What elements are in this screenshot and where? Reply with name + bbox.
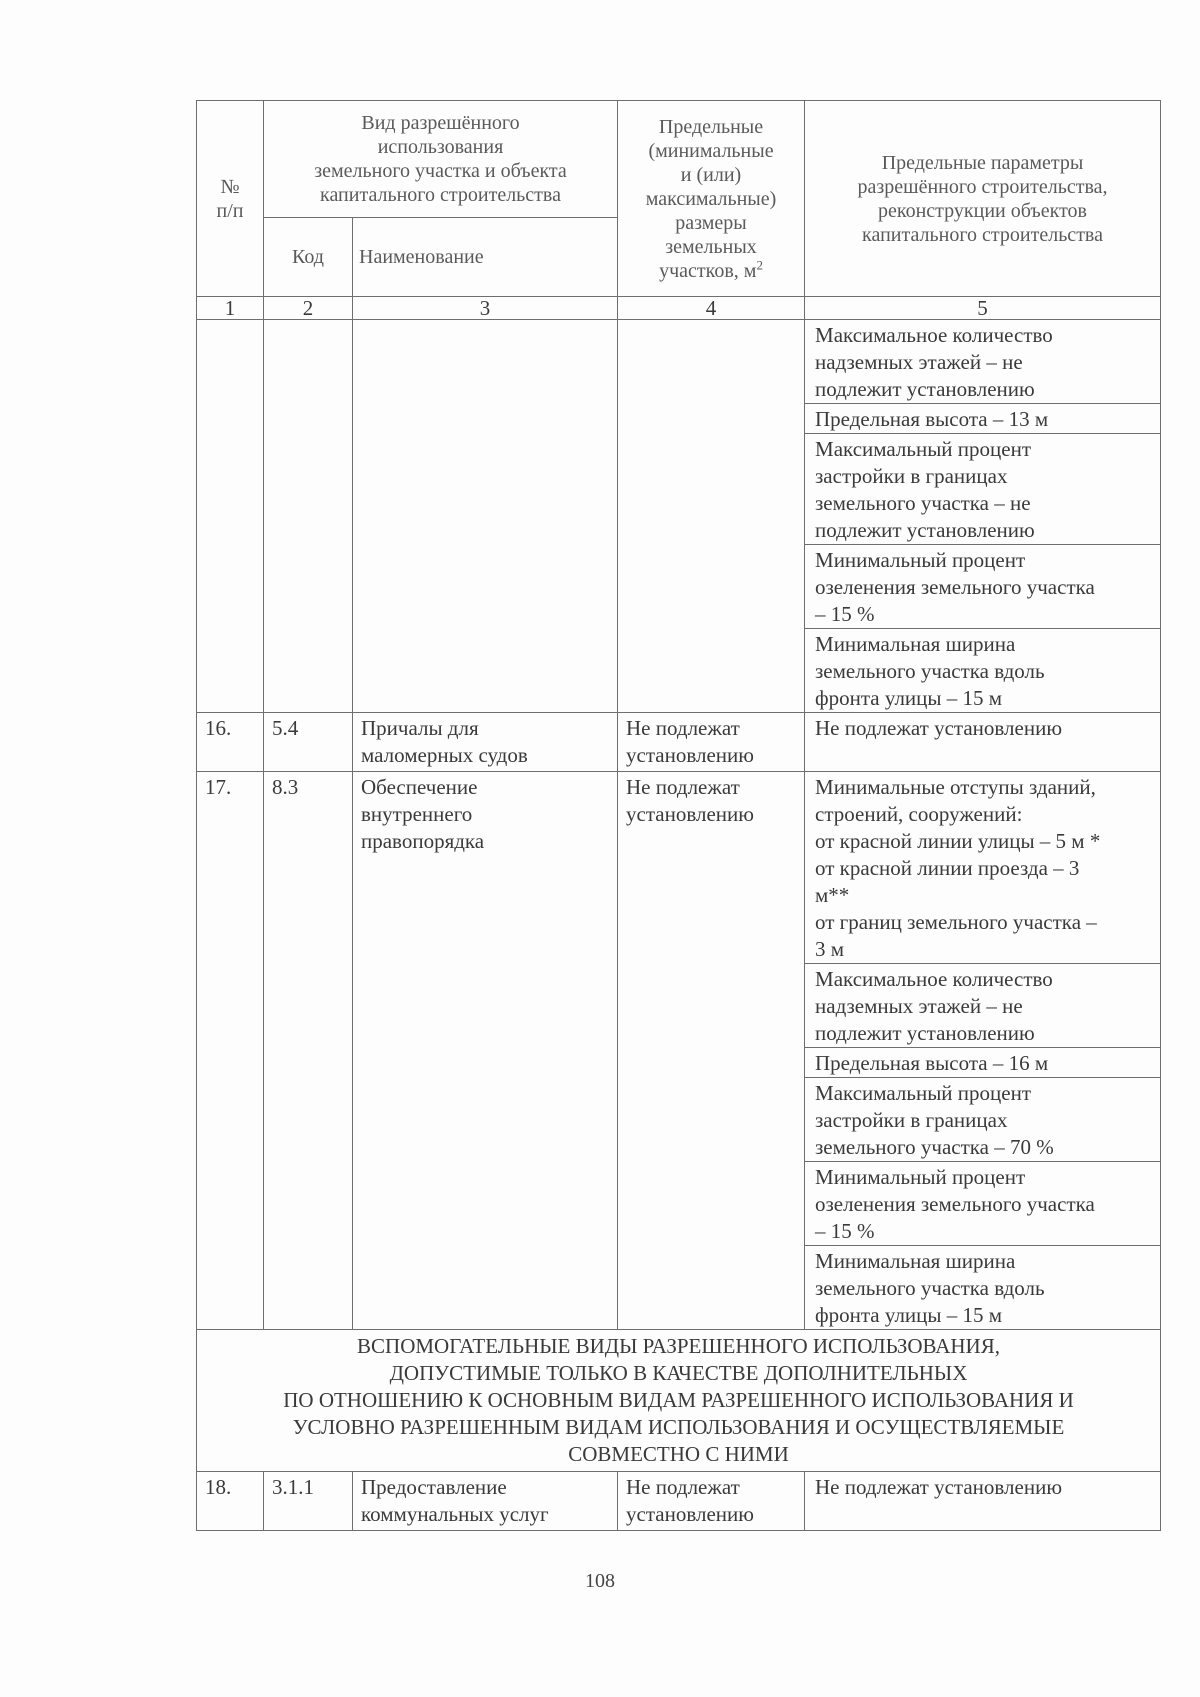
param-cell: Минимальная ширина земельного участка вдоль фронта улицы – 15 м xyxy=(805,629,1161,713)
table-row xyxy=(197,320,1161,404)
param-cell: Не подлежат установлению xyxy=(805,1472,1161,1531)
table-row-18 xyxy=(197,1472,1161,1531)
row-name: Причалы для маломерных судов xyxy=(353,713,618,772)
header-size-sup: 2 xyxy=(756,256,763,272)
param-cell: Максимальное количество надземных этажей – не подлежит установлению xyxy=(805,964,1161,1048)
param-cell: Минимальная ширина земельного участка вдоль фронта улицы – 15 м xyxy=(805,1246,1161,1330)
row-number: 18. xyxy=(197,1472,264,1531)
row-name: Обеспечение внутреннего правопорядка xyxy=(353,772,618,1330)
header-row-1 xyxy=(197,101,1161,218)
param-cell: Максимальный процент застройки в границах земельного участка – не подлежит установлению xyxy=(805,434,1161,545)
column-number: 5 xyxy=(805,297,1161,320)
header-name: Наименование xyxy=(353,218,618,297)
column-numbers-row xyxy=(197,297,1161,320)
empty-cell xyxy=(264,320,353,713)
row-code: 3.1.1 xyxy=(264,1472,353,1531)
empty-cell xyxy=(618,320,805,713)
table-row-17 xyxy=(197,772,1161,964)
param-cell: Предельная высота – 16 м xyxy=(805,1048,1161,1078)
land-use-table xyxy=(196,100,1161,1531)
row-code: 8.3 xyxy=(264,772,353,1330)
param-cell: Минимальные отступы зданий, строений, сооружений: от красной линии улицы – 5 м * от красной линии проезда – 3 м** от границ земельного участка – 3 м xyxy=(805,772,1161,964)
column-number: 2 xyxy=(264,297,353,320)
row-number: 16. xyxy=(197,713,264,772)
empty-cell xyxy=(197,320,264,713)
column-number: 1 xyxy=(197,297,264,320)
header-size xyxy=(618,101,805,297)
column-number: 4 xyxy=(618,297,805,320)
param-cell: Не подлежат установлению xyxy=(805,713,1161,772)
param-cell: Максимальный процент застройки в границах земельного участка – 70 % xyxy=(805,1078,1161,1162)
header-use-type: Вид разрешённого использования земельного участка и объекта капитального строительства xyxy=(264,101,618,218)
row-number: 17. xyxy=(197,772,264,1330)
header-params: Предельные параметры разрешённого строительства, реконструкции объектов капитального строительства xyxy=(805,101,1161,297)
section-row xyxy=(197,1330,1161,1472)
row-name: Предоставление коммунальных услуг xyxy=(353,1472,618,1531)
param-cell: Минимальный процент озеленения земельного участка – 15 % xyxy=(805,545,1161,629)
row-size: Не подлежат установлению xyxy=(618,713,805,772)
column-number: 3 xyxy=(353,297,618,320)
table-row-16 xyxy=(197,713,1161,772)
section-title: ВСПОМОГАТЕЛЬНЫЕ ВИДЫ РАЗРЕШЕННОГО ИСПОЛЬЗОВАНИЯ, ДОПУСТИМЫЕ ТОЛЬКО В КАЧЕСТВЕ ДОПОЛНИТЕЛЬНЫХ ПО ОТНОШЕНИЮ К ОСНОВНЫМ ВИДАМ РАЗРЕШЕННОГО ИСПОЛЬЗОВАНИЯ И УСЛОВНО РАЗРЕШЕННЫМ ВИДАМ ИСПОЛЬЗОВАНИЯ И ОСУЩЕСТВЛЯЕМЫЕ СОВМЕСТНО С НИМИ xyxy=(197,1330,1161,1472)
row-size: Не подлежат установлению xyxy=(618,1472,805,1531)
page-number: 108 xyxy=(585,1570,615,1592)
row-size: Не подлежат установлению xyxy=(618,772,805,1330)
param-cell: Максимальное количество надземных этажей – не подлежит установлению xyxy=(805,320,1161,404)
header-size-text: Предельные (минимальные и (или) максимальные) размеры земельных участков, м xyxy=(645,115,777,282)
header-num: № п/п xyxy=(197,101,264,297)
param-cell: Предельная высота – 13 м xyxy=(805,404,1161,434)
param-cell: Минимальный процент озеленения земельного участка – 15 % xyxy=(805,1162,1161,1246)
empty-cell xyxy=(353,320,618,713)
row-code: 5.4 xyxy=(264,713,353,772)
header-code: Код xyxy=(264,218,353,297)
